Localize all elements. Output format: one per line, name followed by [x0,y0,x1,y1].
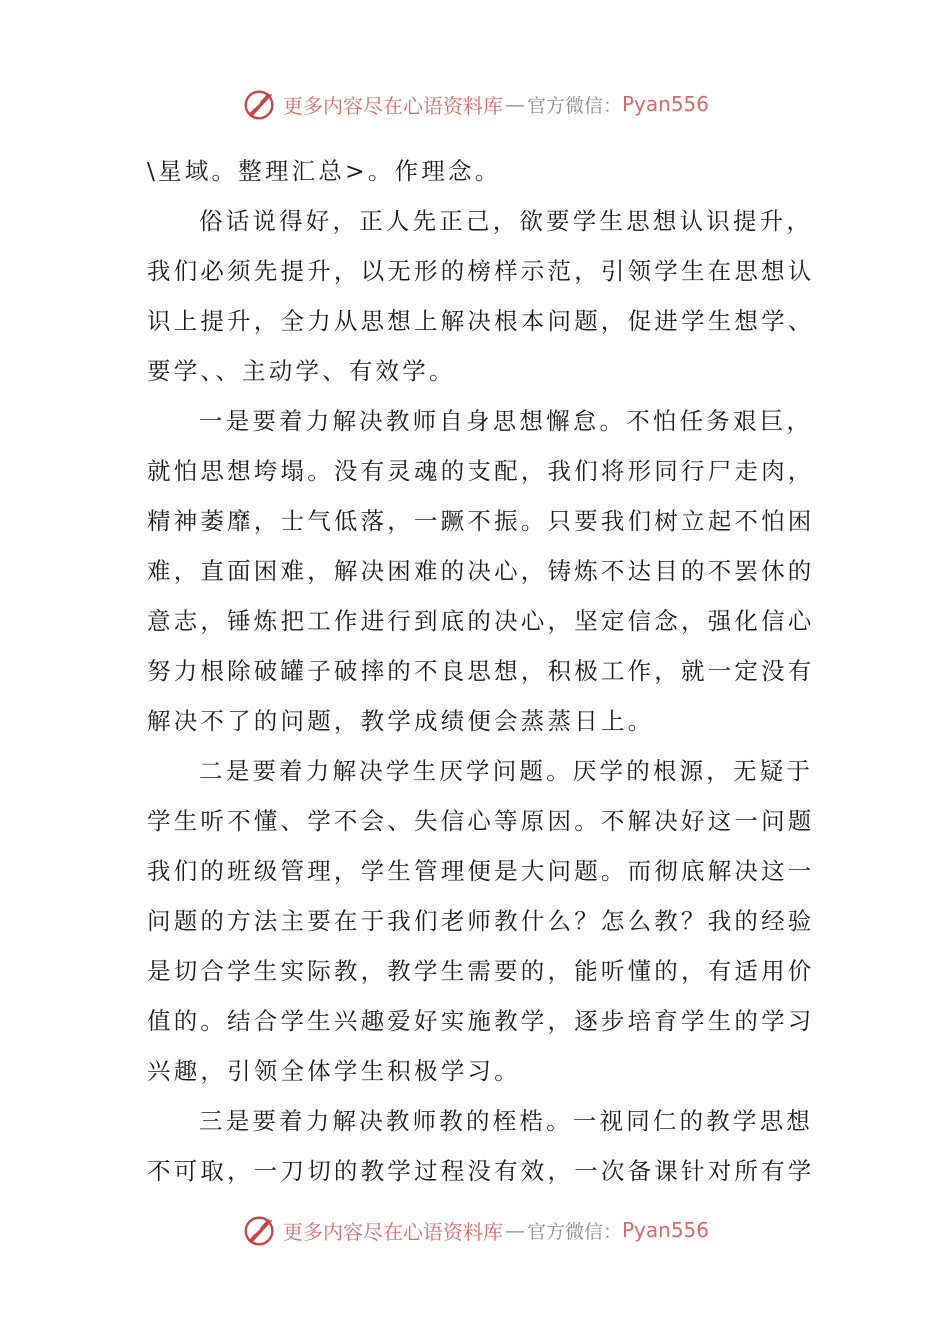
text-line: 学生听不懂、学不会、失信心等原因。不解决好这一问题 [147,807,815,835]
banner-dash: — [504,1218,525,1242]
text-line: \星域。整理汇总>。作理念。 [147,157,502,185]
text-line: 难，直面困难，解决困难的决心，铸炼不达目的不罢休的 [147,557,815,585]
brand-text: 更多内容尽在心语资料库 [282,93,503,118]
document-body [147,146,815,1196]
text-line: 俗话说得好，正人先正己，欲要学生思想认识提升， [199,207,814,235]
text-line: 不可取，一刀切的教学过程没有效，一次备课针对所有学 [147,1157,815,1185]
pen-nib-circle-logo-icon [241,85,279,123]
header-banner [0,84,950,124]
text-line: 问题的方法主要在于我们老师教什么？怎么教？我的经验 [147,907,815,935]
text-line: 三是要着力解决教师教的桎梏。一视同仁的教学思想 [199,1107,814,1135]
text-line: 二是要着力解决学生厌学问题。厌学的根源，无疑于 [199,757,814,785]
text-line: 我们的班级管理，学生管理便是大问题。而彻底解决这一 [147,857,815,885]
text-line: 是切合学生实际教，教学生需要的，能听懂的，有适用价 [147,957,815,985]
pen-nib-circle-logo-icon [241,1211,279,1249]
text-line: 值的。结合学生兴趣爱好实施教学，逐步培育学生的学习 [147,1007,815,1035]
footer-banner [0,1210,950,1250]
wechat-label: 官方微信： [526,1220,622,1243]
wechat-id: Pyan556 [622,1218,710,1242]
text-line: 努力根除破罐子破摔的不良思想，积极工作，就一定没有 [147,657,815,685]
text-line: 就怕思想垮塌。没有灵魂的支配，我们将形同行尸走肉， [147,457,815,485]
banner-dash: — [504,92,525,116]
text-line: 我们必须先提升，以无形的榜样示范，引领学生在思想认 [147,257,815,285]
text-line: 要学、、主动学、有效学。 [147,357,456,385]
text-line: 解决不了的问题，教学成绩便会蒸蒸日上。 [147,707,655,735]
wechat-id: Pyan556 [622,92,710,116]
text-line: 兴趣，引领全体学生积极学习。 [147,1057,521,1085]
text-line: 一是要着力解决教师自身思想懈怠。不怕任务艰巨， [199,407,814,435]
text-line: 识上提升，全力从思想上解决根本问题，促进学生想学、 [147,307,815,335]
text-line: 意志，锤炼把工作进行到底的决心，坚定信念，强化信心 [147,607,815,635]
brand-text: 更多内容尽在心语资料库 [282,1219,503,1244]
text-line: 精神萎靡，士气低落，一蹶不振。只要我们树立起不怕困 [147,507,815,535]
wechat-label: 官方微信： [526,94,622,117]
